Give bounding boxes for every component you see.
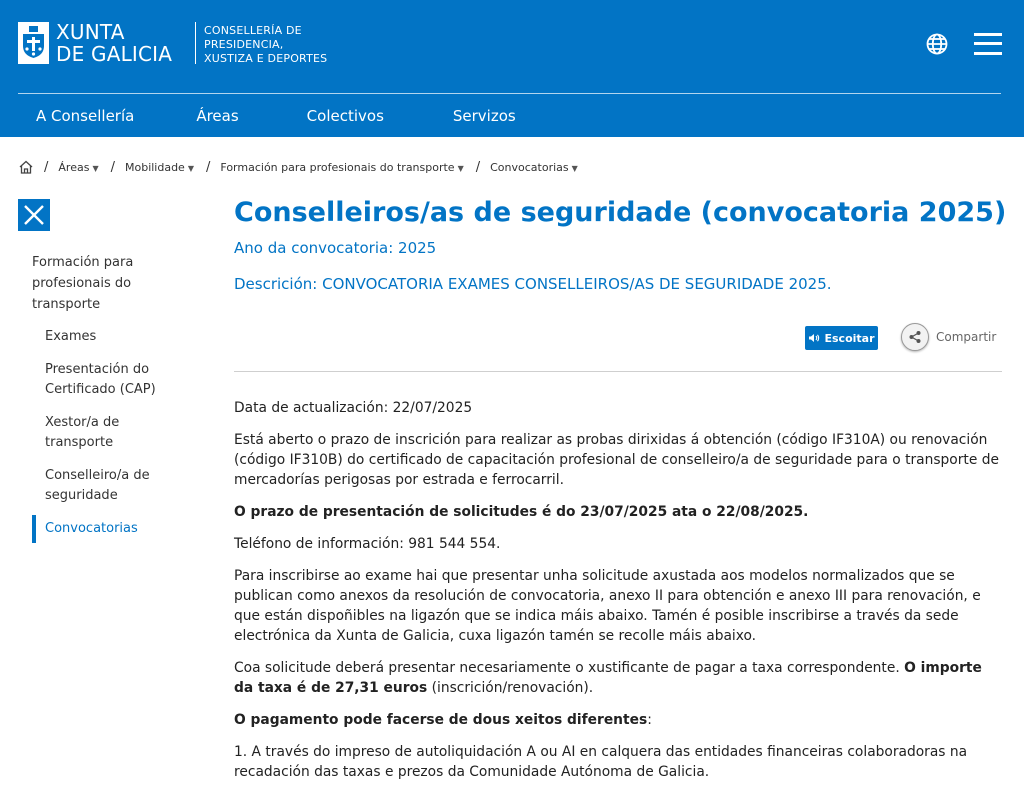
fee-text-c: (inscrición/renovación).	[427, 680, 594, 696]
nav-a-conselleria[interactable]: A Consellería	[36, 107, 135, 125]
breadcrumb-separator: /	[110, 159, 115, 175]
nav-divider	[18, 93, 1001, 94]
paragraph-payment-option-1: 1. A través do impreso de autoliquidación A ou AI en calquera das entidades financeiras colaboradoras na recadación das taxas e prezos da Comunidade Autónoma de Galicia.	[234, 744, 968, 780]
sidebar-menu	[32, 252, 192, 539]
logo-text	[56, 21, 186, 65]
update-date: Data de actualización: 22/07/2025	[234, 400, 473, 416]
breadcrumb-separator: /	[206, 159, 211, 175]
breadcrumb-item-areas[interactable]	[58, 161, 98, 174]
breadcrumb-separator: /	[44, 159, 49, 175]
close-icon	[18, 199, 50, 231]
department-line-3: XUSTIZA E DEPORTES	[204, 52, 328, 65]
globe-icon[interactable]	[925, 32, 949, 56]
hamburger-menu-icon[interactable]	[974, 33, 1002, 55]
breadcrumb-item-convocatorias[interactable]	[490, 161, 578, 174]
nav-colectivos[interactable]: Colectivos	[306, 107, 384, 125]
convocatoria-description: Descrición: CONVOCATORIA EXAMES CONSELLEIROS/AS DE SEGURIDADE 2025.	[234, 275, 832, 293]
department-line-2: PRESIDENCIA,	[204, 38, 284, 51]
payment-colon: :	[647, 712, 652, 728]
page-title: Conselleiros/as de seguridade (convocatoria 2025)	[234, 197, 1007, 228]
sidebar-item-cap[interactable]: Presentación do Certificado (CAP)	[45, 362, 156, 397]
chevron-down-icon: ▼	[187, 163, 194, 173]
chevron-down-icon: ▼	[457, 163, 464, 173]
sidebar-item-exames[interactable]: Exames	[45, 329, 97, 344]
share-button[interactable]	[901, 322, 996, 352]
deadline-text: O prazo de presentación de solicitudes é do 23/07/2025 ata o 22/08/2025.	[234, 504, 809, 520]
content-divider	[234, 371, 1002, 372]
site-header	[0, 0, 1024, 137]
breadcrumb-item-mobilidade[interactable]	[125, 161, 194, 174]
paragraph-registration: Para inscribirse ao exame hai que presentar unha solicitude axustada aos modelos normalizados que se publican como anexos da resolución de convocatoria, anexo II para obtención e anexo III para renovación, e que están dispoñibles na ligazón que se indica máis abaixo. Tamén é posible inscribirse a través da sede electrónica da Xunta de Galicia, cuxa ligazón tamén se recolle máis abaixo.	[234, 568, 981, 644]
paragraph-fee	[234, 658, 1002, 698]
share-label: Compartir	[936, 330, 997, 344]
department-line-1: CONSELLERÍA DE	[204, 24, 302, 37]
paragraph-deadline	[234, 502, 1002, 522]
breadcrumb-item-formacion[interactable]	[220, 161, 463, 174]
fee-text-a: Coa solicitude deberá presentar necesariamente o xustificante de pagar a taxa correspondente.	[234, 660, 905, 676]
share-icon	[901, 323, 929, 351]
close-sidebar-button[interactable]	[18, 199, 50, 231]
payment-heading: O pagamento pode facerse de dous xeitos diferentes	[234, 712, 648, 728]
main-nav	[18, 96, 534, 137]
breadcrumb-separator: /	[475, 159, 481, 175]
article-body	[234, 398, 1002, 794]
chevron-down-icon: ▼	[92, 163, 99, 173]
logo-divider	[195, 22, 196, 64]
sidebar-parent-formacion[interactable]: Formación para profesionais do transporte	[32, 255, 134, 312]
listen-label: Escoitar	[824, 331, 875, 345]
paragraph-payment	[234, 710, 1002, 730]
sidebar-item-xestor[interactable]: Xestor/a de transporte	[45, 415, 120, 450]
department-name	[204, 24, 354, 66]
sidebar-item-convocatorias[interactable]: Convocatorias	[45, 519, 192, 539]
nav-servizos[interactable]: Servizos	[452, 107, 516, 125]
chevron-down-icon: ▼	[571, 163, 578, 173]
logo-line-2: DE GALICIA	[56, 42, 173, 66]
xunta-logo[interactable]	[18, 20, 328, 68]
paragraph-phone: Teléfono de información: 981 544 554.	[234, 536, 501, 552]
breadcrumb	[18, 157, 590, 177]
paragraph-intro: Está aberto o prazo de inscrición para realizar as probas dirixidas á obtención (código IF310A) ou renovación (código IF310B) do certificado de capacitación profesional de conselleiro/a de seguridade para o transporte de mercadorías perigosas por estrada e ferrocarril.	[234, 432, 999, 488]
breadcrumb-label: Áreas	[58, 160, 90, 174]
breadcrumb-label: Mobilidade	[124, 160, 185, 174]
galicia-seal-icon	[18, 22, 49, 64]
home-icon[interactable]	[18, 159, 34, 175]
fee-amount: O importe da taxa é de 27,31 euros	[234, 660, 982, 696]
logo-line-1: XUNTA	[56, 20, 125, 44]
convocatoria-year: Ano da convocatoria: 2025	[234, 239, 437, 257]
nav-areas[interactable]: Áreas	[196, 107, 239, 125]
breadcrumb-label: Convocatorias	[490, 160, 569, 174]
sidebar-item-conselleiro[interactable]: Conselleiro/a de seguridade	[45, 468, 150, 503]
main-content	[234, 196, 1007, 780]
page-actions	[805, 322, 1002, 352]
breadcrumb-label: Formación para profesionais do transporte	[220, 160, 455, 174]
speaker-icon	[808, 333, 820, 343]
listen-button[interactable]	[805, 326, 878, 350]
